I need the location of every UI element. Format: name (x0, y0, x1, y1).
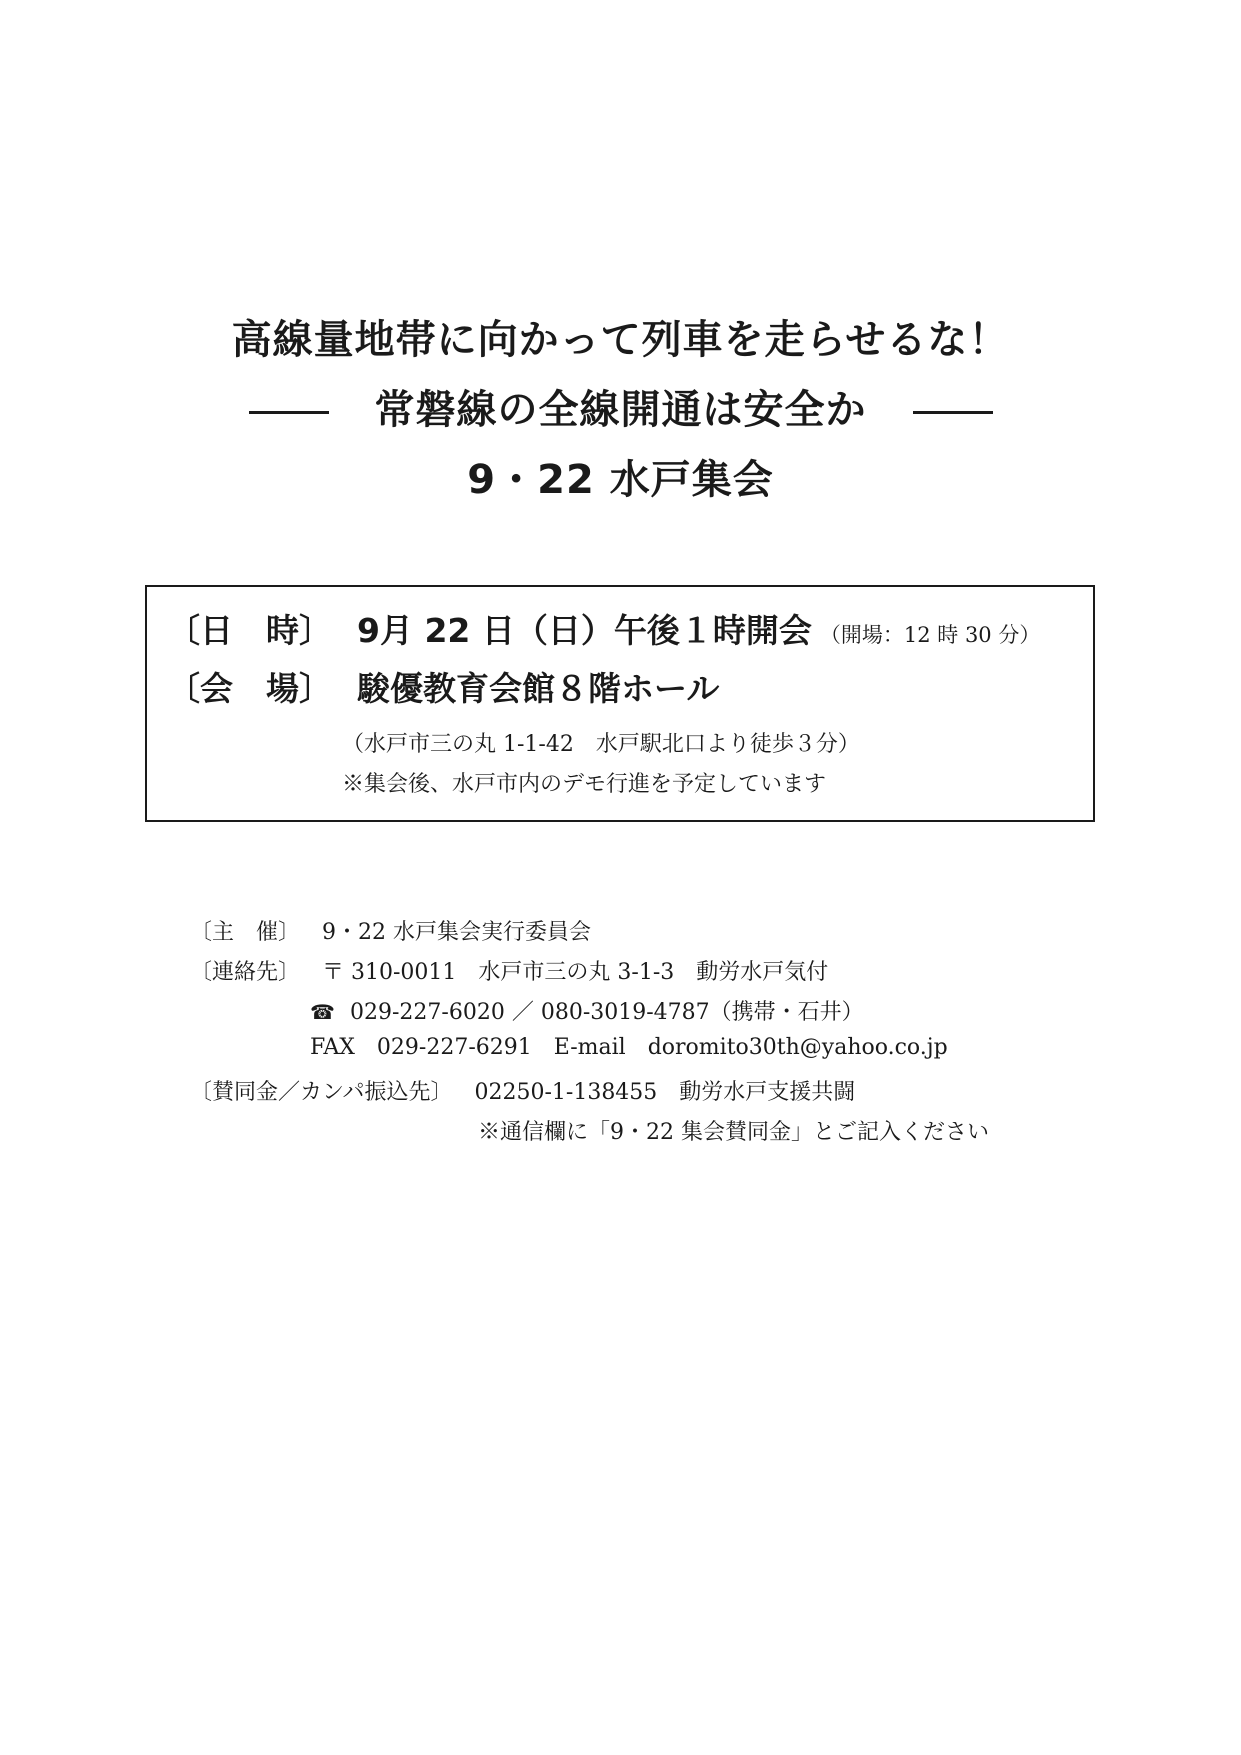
fax-value: 029-227-6291 (376, 1035, 532, 1060)
date-row (167, 605, 1040, 652)
headline: 高線量地帯に向かって列車を走らせるな！ (231, 317, 1010, 363)
contact-line (190, 955, 828, 986)
donation-label: 〔賛同金／カンパ振込先〕 (190, 1080, 453, 1105)
telephone-icon: ☎ (310, 1000, 335, 1024)
subheadline (0, 378, 1241, 435)
dash-right (913, 411, 993, 414)
donation-value: 02250-1-138455 動労水戸支援共闘 (474, 1080, 856, 1105)
phone-value: 029-227-6020 ／ 080-3019-4787（携帯・石井） (350, 1000, 864, 1025)
venue-value: 駿優教育会館８階ホール (357, 669, 720, 708)
fax-label: FAX (310, 1035, 355, 1060)
subheadline-text: 常磐線の全線開通は安全か (374, 387, 867, 433)
fax-email-line (310, 1035, 948, 1060)
email-label: E-mail (553, 1035, 626, 1060)
venue-label: 〔会 場〕 (167, 669, 332, 708)
venue-row (167, 663, 719, 710)
contact-value: 〒 310-0011 水戸市三の丸 3-1-3 動労水戸気付 (322, 960, 829, 985)
event-name: 9・22 水戸集会 (467, 457, 774, 503)
venue-address: （水戸市三の丸 1-1-42 水戸駅北口より徒歩３分） (342, 732, 860, 757)
contact-label: 〔連絡先〕 (190, 960, 301, 985)
dash-left (249, 411, 329, 414)
demo-note: ※集会後、水戸市内のデモ行進を予定しています (342, 772, 827, 797)
date-label: 〔日 時〕 (167, 611, 332, 650)
event-info-box (145, 585, 1095, 822)
donation-note: ※通信欄に「9・22 集会賛同金」とご記入ください (478, 1120, 989, 1145)
email-value[interactable]: doromito30th@yahoo.co.jp (647, 1035, 948, 1060)
organizer-label: 〔主 催〕 (190, 920, 301, 945)
date-value: 9月 22 日（日）午後１時開会 (357, 611, 812, 650)
organizer-value: 9・22 水戸集会実行委員会 (322, 920, 592, 945)
date-note: （開場：12 時 30 分） (819, 623, 1041, 647)
donation-line (190, 1075, 855, 1106)
organizer-line (190, 915, 591, 946)
phone-line (310, 995, 864, 1026)
